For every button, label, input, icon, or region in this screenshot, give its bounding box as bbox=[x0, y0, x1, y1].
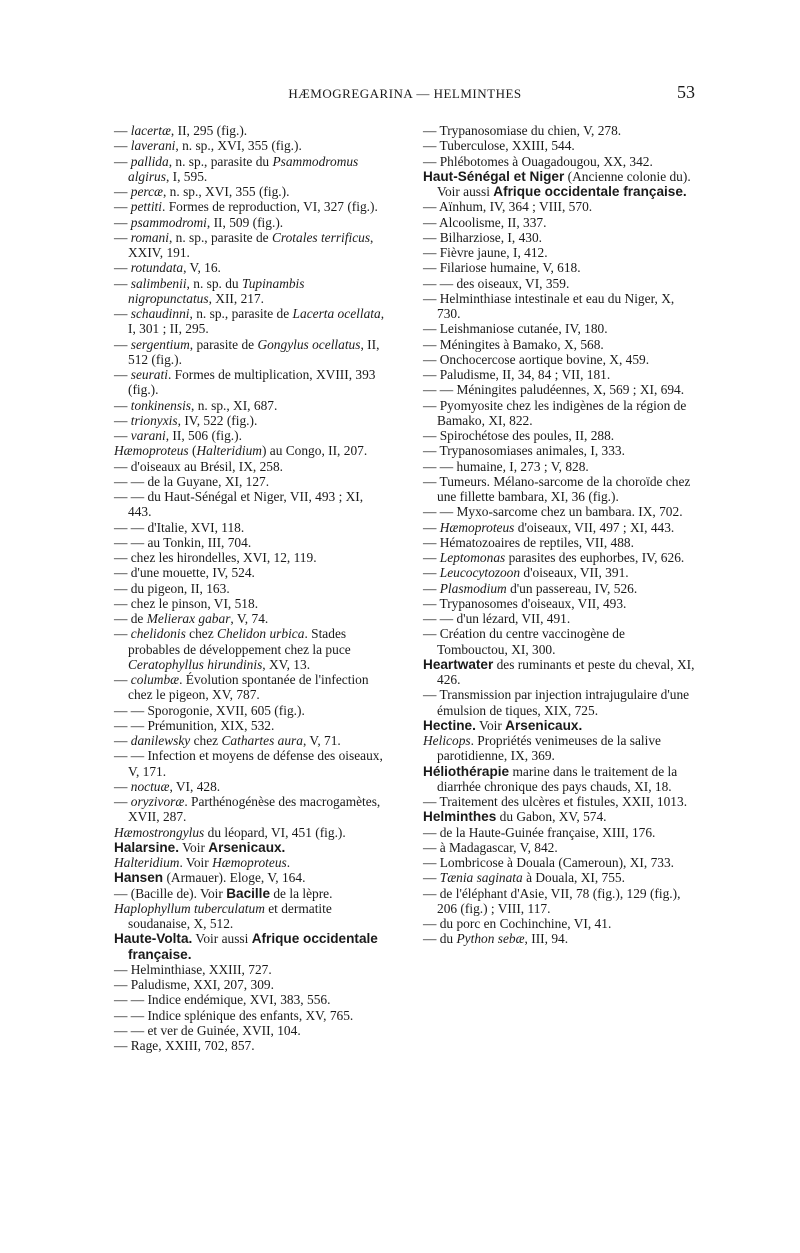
index-entry: — Paludisme, II, 34, 84 ; VII, 181. bbox=[423, 367, 611, 382]
index-entry: — chez le pinson, VI, 518. bbox=[114, 595, 259, 611]
index-entry: — (Bacille de). Voir Bacille de la lèpre. bbox=[114, 885, 333, 901]
index-entry: Héliothérapie marine dans le traitement de la diarrhée chronique des pays chauds, XI, 18. bbox=[423, 763, 678, 794]
index-entry: — Traitement des ulcères et fistules, XXII, 1013. bbox=[423, 794, 688, 809]
index-entry: Hæmostrongylus du léopard, VI, 451 (fig.). bbox=[114, 824, 346, 840]
index-entry: — Alcoolisme, II, 337. bbox=[423, 214, 547, 230]
index-entry: — Trypanosomiases animales, I, 333. bbox=[423, 443, 625, 459]
index-entry: Helicops. Propriétés venimeuses de la salive parotidienne, IX, 369. bbox=[423, 733, 662, 764]
index-entry: — de Melierax gabar, V, 74. bbox=[114, 611, 269, 626]
index-entry: — trionyxis, IV, 522 (fig.). bbox=[114, 412, 258, 428]
index-entry: — romani, n. sp., parasite de Crotales terrificus, XXIV, 191. bbox=[114, 229, 374, 260]
index-entry: — chelidonis chez Chelidon urbica. Stades probables de développement chez la puce Ceratophyllus hirundinis, XV, 13. bbox=[114, 626, 351, 672]
index-entry: Helminthes du Gabon, XV, 574. bbox=[423, 809, 607, 825]
index-entry: — — et ver de Guinée, XVII, 104. bbox=[114, 1022, 301, 1038]
index-entry: — tonkinensis, n. sp., XI, 687. bbox=[114, 397, 278, 413]
index-entry: Haute-Volta. Voir aussi Afrique occidentale française. bbox=[114, 931, 378, 962]
index-entry: — — d'Italie, XVI, 118. bbox=[114, 519, 245, 535]
index-entry: — noctuæ, VI, 428. bbox=[114, 778, 221, 794]
page-number: 53 bbox=[677, 82, 695, 102]
index-entry: — lacertæ, II, 295 (fig.). bbox=[114, 123, 248, 138]
index-entry: Hectine. Voir Arsenicaux. bbox=[423, 717, 583, 733]
index-entry: — — Myxo-sarcome chez un bambara. IX, 702. bbox=[423, 504, 683, 520]
index-entry: — sergentium, parasite de Gongylus ocellatus, II, 512 (fig.). bbox=[114, 336, 380, 367]
index-entry: — du Python sebæ, III, 94. bbox=[423, 931, 569, 947]
index-entry: — columbæ. Évolution spontanée de l'infection chez le pigeon, XV, 787. bbox=[114, 672, 369, 703]
index-entry: — de la Haute-Guinée française, XIII, 176. bbox=[423, 824, 656, 840]
index-entry: — — d'un lézard, VII, 491. bbox=[423, 611, 571, 626]
index-entry: — — Méningites paludéennes, X, 569 ; XI, 694. bbox=[423, 382, 685, 398]
index-entry: — schaudinni, n. sp., parasite de Lacerta ocellata, I, 301 ; II, 295. bbox=[114, 306, 385, 337]
index-entry: — Trypanosomiase du chien, V, 278. bbox=[423, 123, 622, 138]
index-entry: — chez les hirondelles, XVI, 12, 119. bbox=[114, 550, 317, 565]
index-entry: — — humaine, I, 273 ; V, 828. bbox=[423, 458, 589, 474]
index-entry: — Aïnhum, IV, 364 ; VIII, 570. bbox=[423, 199, 593, 215]
index-entry: — — Sporogonie, XVII, 605 (fig.). bbox=[114, 702, 305, 718]
index-entry: — d'oiseaux au Brésil, IX, 258. bbox=[114, 458, 284, 474]
index-entry: — percæ, n. sp., XVI, 355 (fig.). bbox=[114, 184, 290, 199]
index-entry: — oryzivoræ. Parthénogénèse des macrogamètes, XVII, 287. bbox=[114, 794, 381, 825]
index-entry: — danilewsky chez Cathartes aura, V, 71. bbox=[114, 733, 341, 748]
index-entry: — Helminthiase, XXIII, 727. bbox=[114, 961, 272, 977]
index-entry: — Transmission par injection intrajugulaire d'une émulsion de tiques, XIX, 725. bbox=[423, 687, 690, 718]
index-entry: — Leishmaniose cutanée, IV, 180. bbox=[423, 321, 608, 337]
index-entry: — Spirochétose des poules, II, 288. bbox=[423, 428, 615, 443]
index-entry: — — des oiseaux, VI, 359. bbox=[423, 275, 570, 291]
index-entry: Haut-Sénégal et Niger (Ancienne colonie du). Voir aussi Afrique occidentale française. bbox=[423, 168, 691, 199]
index-entry: — Plasmodium d'un passereau, IV, 526. bbox=[423, 580, 638, 596]
index-entry: — Tuberculose, XXIII, 544. bbox=[423, 138, 575, 154]
index-entry: — Hématozoaires de reptiles, VII, 488. bbox=[423, 534, 634, 550]
index-entry: — Bilharziose, I, 430. bbox=[423, 229, 543, 245]
index-entry: Halarsine. Voir Arsenicaux. bbox=[114, 839, 286, 855]
index-entry: — — Prémunition, XIX, 532. bbox=[114, 717, 275, 733]
index-entry: — — au Tonkin, III, 704. bbox=[114, 534, 252, 550]
index-entry: — Onchocercose aortique bovine, X, 459. bbox=[423, 351, 650, 367]
index-entry: — Helminthiase intestinale et eau du Niger, X, 730. bbox=[423, 290, 675, 321]
index-entry: — Méningites à Bamako, X, 568. bbox=[423, 336, 604, 352]
index-entry: — Phlébotomes à Ouagadougou, XX, 342. bbox=[423, 153, 653, 169]
index-entry: Haplophyllum tuberculatum et dermatite soudanaise, X, 512. bbox=[114, 900, 332, 931]
index-entry: — pallida, n. sp., parasite du Psammodromus algirus, I, 595. bbox=[114, 153, 359, 184]
index-entry: — — Indice splénique des enfants, XV, 765. bbox=[114, 1007, 354, 1023]
index-entry: — pettiti. Formes de reproduction, VI, 327 (fig.). bbox=[114, 199, 378, 215]
running-head: HÆMOGREGARINA — HELMINTHES bbox=[288, 86, 522, 101]
index-entry: — laverani, n. sp., XVI, 355 (fig.). bbox=[114, 138, 302, 154]
index-entry: — Lombricose à Douala (Cameroun), XI, 733. bbox=[423, 855, 675, 870]
index-entry: — Paludisme, XXI, 207, 309. bbox=[114, 977, 274, 992]
index-entry: — du porc en Cochinchine, VI, 41. bbox=[423, 916, 612, 931]
index-entry: — Création du centre vaccinogène de Tombouctou, XI, 300. bbox=[423, 626, 625, 657]
index-entry: — Tumeurs. Mélano-sarcome de la choroïde chez une fillette bambara, XI, 36 (fig.). bbox=[423, 473, 691, 504]
index-entry: — à Madagascar, V, 842. bbox=[423, 839, 558, 855]
index-entry: — Pyomyosite chez les indigènes de la région de Bamako, XI, 822. bbox=[423, 397, 687, 428]
index-entry: — Leptomonas parasites des euphorbes, IV, 626. bbox=[423, 550, 685, 565]
index-entry: — Tænia saginata à Douala, XI, 755. bbox=[423, 870, 625, 886]
index-entry: — salimbenii, n. sp. du Tupinambis nigropunctatus, XII, 217. bbox=[114, 275, 305, 306]
index-entry: — Leucocytozoon d'oiseaux, VII, 391. bbox=[423, 565, 629, 581]
index-entry: — Fièvre jaune, I, 412. bbox=[423, 245, 548, 260]
right-column bbox=[423, 123, 698, 947]
index-entry: — — de la Guyane, XI, 127. bbox=[114, 473, 270, 489]
index-entry: — — Infection et moyens de défense des oiseaux, V, 171. bbox=[114, 748, 383, 779]
index-entry: Halteridium. Voir Hæmoproteus. bbox=[114, 855, 291, 870]
page-header bbox=[115, 82, 695, 106]
index-entry: — Rage, XXIII, 702, 857. bbox=[114, 1038, 255, 1053]
index-entry: — — Indice endémique, XVI, 383, 556. bbox=[114, 992, 331, 1008]
index-entry: — de l'éléphant d'Asie, VII, 78 (fig.), 129 (fig.), 206 (fig.) ; VIII, 117. bbox=[423, 885, 681, 916]
index-entry: — Hæmoproteus d'oiseaux, VII, 497 ; XI, 443. bbox=[423, 519, 675, 535]
index-entry: — du pigeon, II, 163. bbox=[114, 580, 230, 596]
index-entry: Hæmoproteus (Halteridium) au Congo, II, 207. bbox=[114, 443, 368, 459]
index-entry: — — du Haut-Sénégal et Niger, VII, 493 ; XI, 443. bbox=[114, 489, 364, 520]
index-entry: — Trypanosomes d'oiseaux, VII, 493. bbox=[423, 595, 627, 611]
left-column bbox=[114, 123, 386, 1053]
index-entry: — varani, II, 506 (fig.). bbox=[114, 428, 242, 443]
index-entry: Hansen (Armauer). Eloge, V, 164. bbox=[114, 870, 306, 886]
index-entry: Heartwater des ruminants et peste du cheval, XI, 426. bbox=[423, 656, 695, 687]
index-entry: — d'une mouette, IV, 524. bbox=[114, 565, 255, 581]
index-entry: — rotundata, V, 16. bbox=[114, 260, 221, 276]
index-entry: — seurati. Formes de multiplication, XVIII, 393 (fig.). bbox=[114, 367, 376, 398]
index-entry: — Filariose humaine, V, 618. bbox=[423, 260, 581, 276]
index-entry: — psammodromi, II, 509 (fig.). bbox=[114, 214, 284, 230]
